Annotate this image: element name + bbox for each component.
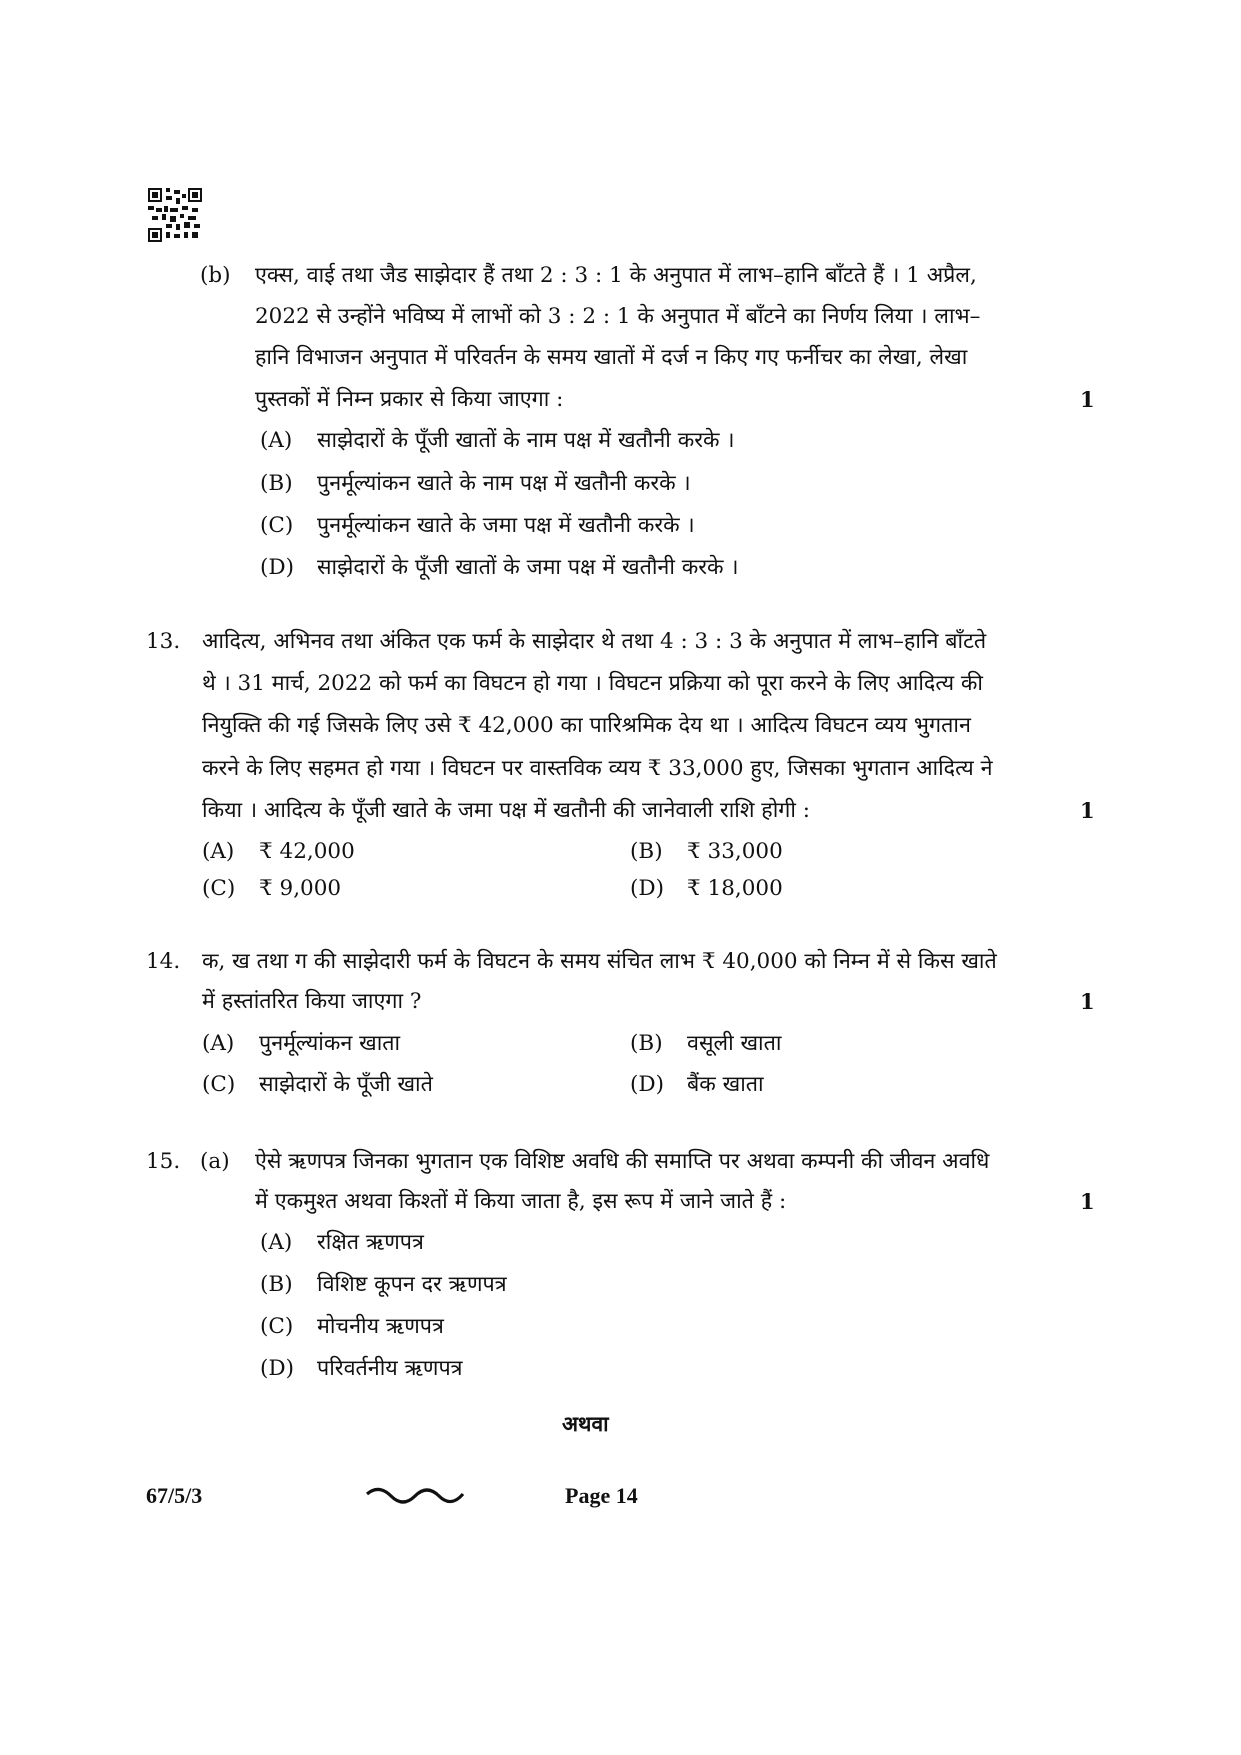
q13-line-2: थे । 31 मार्च, 2022 को फर्म का विघटन हो गया । विघटन प्रक्रिया को पूरा करने के लिए आदित्य की xyxy=(202,671,983,696)
q14-number: 14. xyxy=(146,949,181,974)
q14-option-c-text: साझेदारों के पूँजी खाते xyxy=(259,1072,433,1097)
q15a-line-1: ऐसे ऋणपत्र जिनका भुगतान एक विशिष्ट अवधि की समाप्ति पर अथवा कम्पनी की जीवन अवधि xyxy=(255,1149,990,1174)
wave-ornament xyxy=(365,1486,465,1506)
q15a-option-c-text: मोचनीय ऋणपत्र xyxy=(317,1314,444,1339)
q13-option-d-label: (D) xyxy=(630,876,665,901)
q15-number: 15. xyxy=(146,1149,181,1174)
q12b-option-b-text: पुनर्मूल्यांकन खाते के नाम पक्ष में खतौनी करके । xyxy=(317,471,691,496)
q12b-line-3: हानि विभाजन अनुपात में परिवर्तन के समय खातों में दर्ज न किए गए फर्नीचर का लेखा, लेखा xyxy=(255,345,968,370)
q12b-line-1: एक्स, वाई तथा जैड साझेदार हैं तथा 2 : 3 : 1 के अनुपात में लाभ–हानि बाँटते हैं । 1 अप्रैल, xyxy=(255,263,977,288)
q15a-option-a-text: रक्षित ऋणपत्र xyxy=(317,1230,424,1255)
q15a-option-c-label: (C) xyxy=(260,1314,294,1339)
q15a-option-d-label: (D) xyxy=(260,1356,295,1381)
q13-line-4: करने के लिए सहमत हो गया । विघटन पर वास्तविक व्यय ₹ 33,000 हुए, जिसका भुगतान आदित्य ने xyxy=(202,756,993,781)
q12b-option-a-label: (A) xyxy=(260,428,293,453)
qr-code xyxy=(148,188,202,242)
q14-option-c-label: (C) xyxy=(202,1072,236,1097)
q12b-option-c-label: (C) xyxy=(260,513,294,538)
q12b-label: (b) xyxy=(200,263,231,288)
paper-code: 67/5/3 xyxy=(146,1483,203,1508)
q15a-option-d-text: परिवर्तनीय ऋणपत्र xyxy=(317,1356,463,1381)
q12b-line-2: 2022 से उन्होंने भविष्य में लाभों को 3 : 2 : 1 के अनुपात में बाँटने का निर्णय लिया । लाभ– xyxy=(255,304,981,329)
q15a-option-b-text: विशिष्ट कूपन दर ऋणपत्र xyxy=(317,1272,507,1297)
q14-option-b-text: वसूली खाता xyxy=(687,1031,782,1056)
page-number: Page 14 xyxy=(565,1483,638,1508)
q12b-option-d-text: साझेदारों के पूँजी खातों के जमा पक्ष में खतौनी करके । xyxy=(317,555,739,580)
q12b-option-c-text: पुनर्मूल्यांकन खाते के जमा पक्ष में खतौनी करके । xyxy=(317,513,695,538)
q15a-option-a-label: (A) xyxy=(260,1230,293,1255)
q14-marks: 1 xyxy=(1080,989,1095,1014)
q13-option-b-label: (B) xyxy=(630,839,663,864)
q13-option-c-label: (C) xyxy=(202,876,236,901)
q14-option-d-label: (D) xyxy=(630,1072,665,1097)
q14-line-1: क, ख तथा ग की साझेदारी फर्म के विघटन के समय संचित लाभ ₹ 40,000 को निम्न में से किस खाते xyxy=(202,949,997,974)
q14-option-a-label: (A) xyxy=(202,1031,235,1056)
q13-line-3: नियुक्ति की गई जिसके लिए उसे ₹ 42,000 का पारिश्रमिक देय था । आदित्य विघटन व्यय भुगतान xyxy=(202,713,971,738)
q14-option-a-text: पुनर्मूल्यांकन खाता xyxy=(259,1031,401,1056)
q13-option-a-text: ₹ 42,000 xyxy=(259,839,355,864)
q13-option-c-text: ₹ 9,000 xyxy=(259,876,342,901)
or-separator: अथवा xyxy=(562,1411,609,1436)
q12b-line-4: पुस्तकों में निम्न प्रकार से किया जाएगा : xyxy=(255,387,564,412)
q13-line-5: किया । आदित्य के पूँजी खाते के जमा पक्ष में खतौनी की जानेवाली राशि होगी : xyxy=(202,798,811,823)
q15a-label: (a) xyxy=(200,1149,230,1174)
q12b-marks: 1 xyxy=(1080,387,1095,412)
q13-marks: 1 xyxy=(1080,798,1095,823)
q13-option-b-text: ₹ 33,000 xyxy=(687,839,783,864)
q12b-option-d-label: (D) xyxy=(260,555,295,580)
q15a-line-2: में एकमुश्त अथवा किश्तों में किया जाता है, इस रूप में जाने जाते हैं : xyxy=(255,1189,787,1214)
q14-option-b-label: (B) xyxy=(630,1031,663,1056)
q13-option-d-text: ₹ 18,000 xyxy=(687,876,783,901)
q12b-option-a-text: साझेदारों के पूँजी खातों के नाम पक्ष में खतौनी करके । xyxy=(317,428,735,453)
q15a-marks: 1 xyxy=(1080,1189,1095,1214)
q13-line-1: आदित्य, अभिनव तथा अंकित एक फर्म के साझेदार थे तथा 4 : 3 : 3 के अनुपात में लाभ–हानि बाँटते xyxy=(202,629,987,654)
q14-line-2: में हस्तांतरित किया जाएगा ? xyxy=(202,989,422,1014)
q13-option-a-label: (A) xyxy=(202,839,235,864)
q12b-option-b-label: (B) xyxy=(260,471,293,496)
q14-option-d-text: बैंक खाता xyxy=(687,1072,764,1097)
q15a-option-b-label: (B) xyxy=(260,1272,293,1297)
q13-number: 13. xyxy=(146,629,181,654)
